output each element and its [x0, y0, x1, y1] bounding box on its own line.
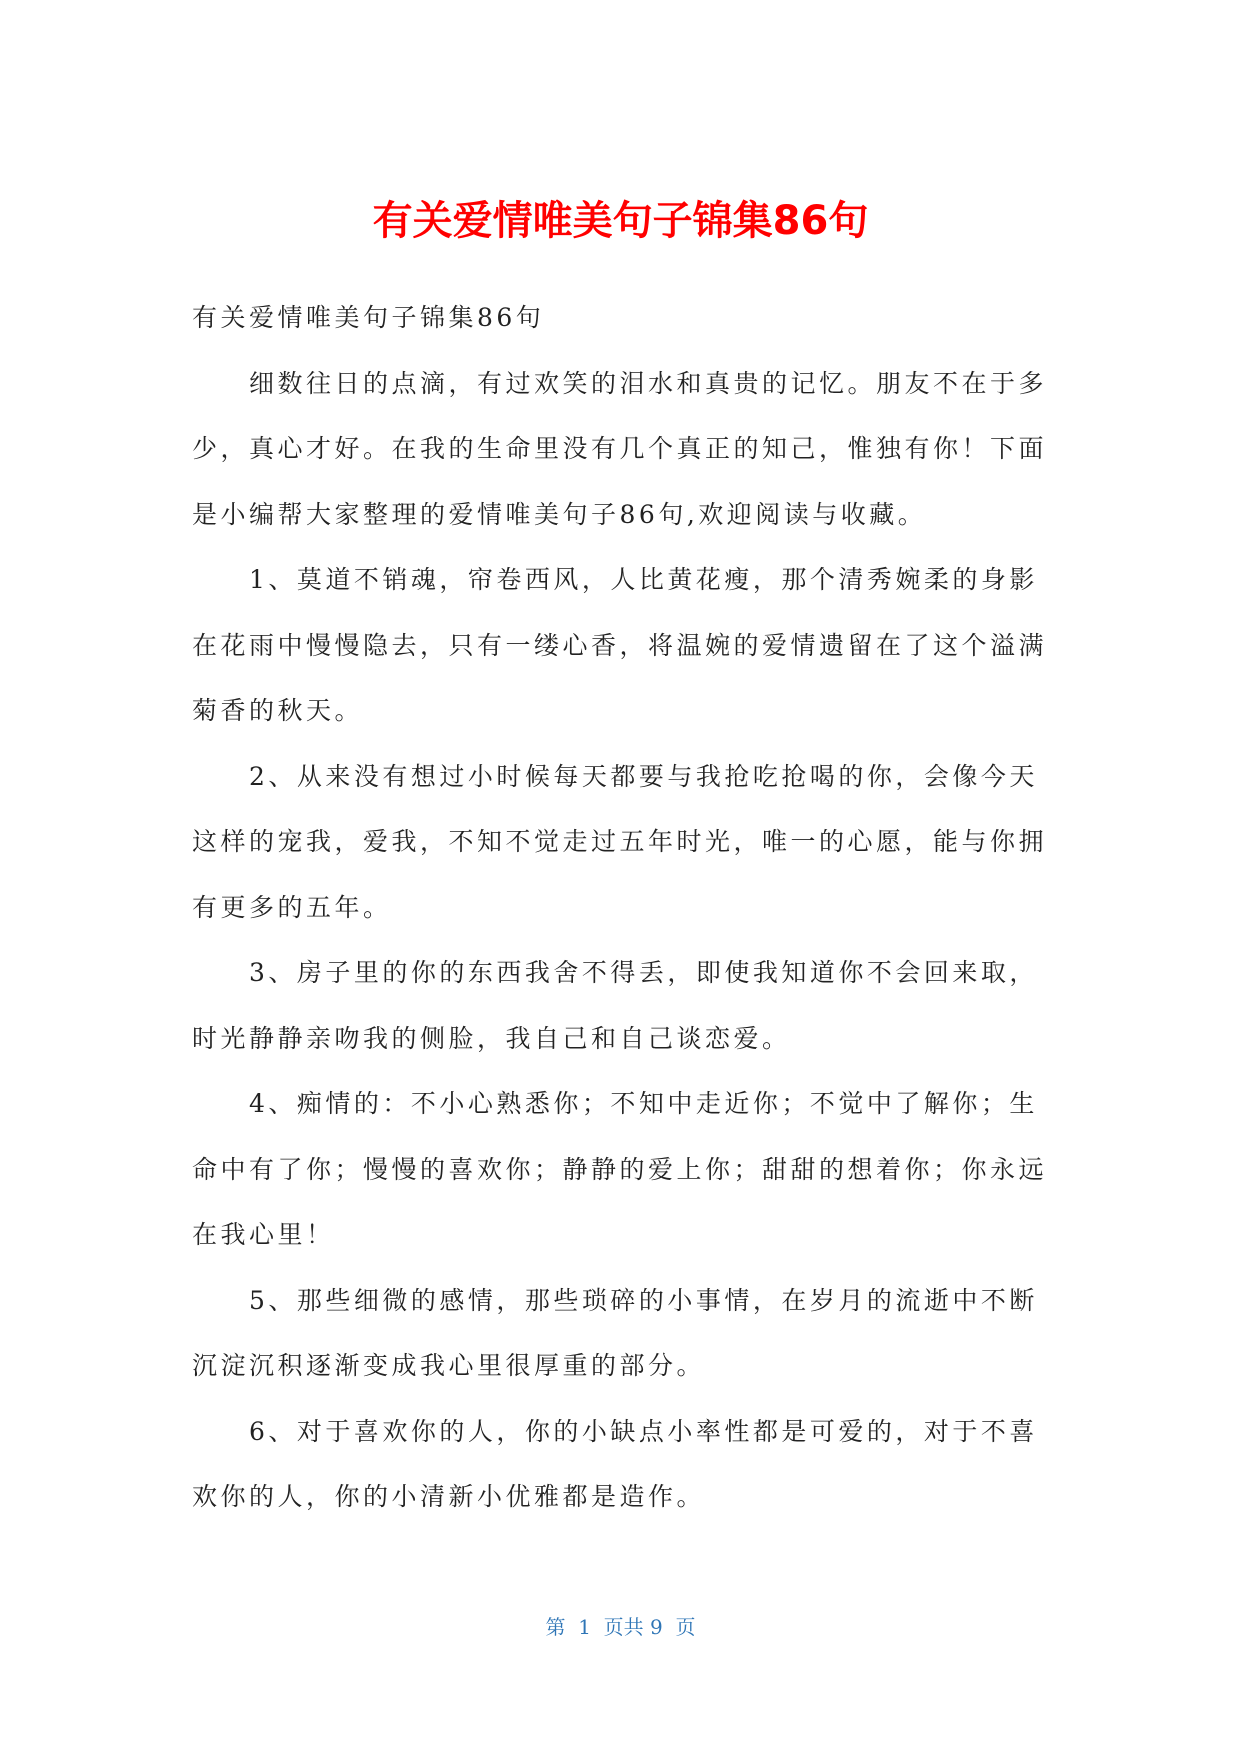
document-subtitle: 有关爱情唯美句子锦集86句 — [192, 303, 545, 332]
quote-item-1: 1、莫道不销魂，帘卷西风，人比黄花瘦，那个清秀婉柔的身影在花雨中慢慢隐去，只有一缕心香，将温婉的爱情遗留在了这个溢满菊香的秋天。 — [192, 565, 1048, 725]
document-body — [192, 285, 1058, 1530]
quote-item-6: 6、对于喜欢你的人，你的小缺点小率性都是可爱的，对于不喜欢你的人，你的小清新小优雅都是造作。 — [192, 1416, 1038, 1511]
quote-item-4: 4、痴情的：不小心熟悉你；不知中走近你；不觉中了解你；生命中有了你；慢慢的喜欢你；静静的爱上你；甜甜的想着你；你永远在我心里！ — [192, 1089, 1048, 1249]
quote-item-5: 5、那些细微的感情，那些琐碎的小事情，在岁月的流逝中不断沉淀沉积逐渐变成我心里很厚重的部分。 — [192, 1285, 1038, 1380]
document-title: 有关爱情唯美句子锦集86句 — [372, 198, 869, 244]
intro-paragraph: 细数往日的点滴，有过欢笑的泪水和真贵的记忆。朋友不在于多少，真心才好。在我的生命里没有几个真正的知己，惟独有你！下面是小编帮大家整理的爱情唯美句子86句,欢迎阅读与收藏。 — [192, 368, 1048, 529]
quote-item-2: 2、从来没有想过小时候每天都要与我抢吃抢喝的你，会像今天这样的宠我，爱我，不知不觉走过五年时光，唯一的心愿，能与你拥有更多的五年。 — [192, 761, 1048, 922]
page-number-footer: 第 1 页共 9 页 — [545, 1615, 696, 1639]
quote-item-3: 3、房子里的你的东西我舍不得丢，即使我知道你不会回来取，时光静静亲吻我的侧脸，我自己和自己谈恋爱。 — [192, 958, 1038, 1053]
